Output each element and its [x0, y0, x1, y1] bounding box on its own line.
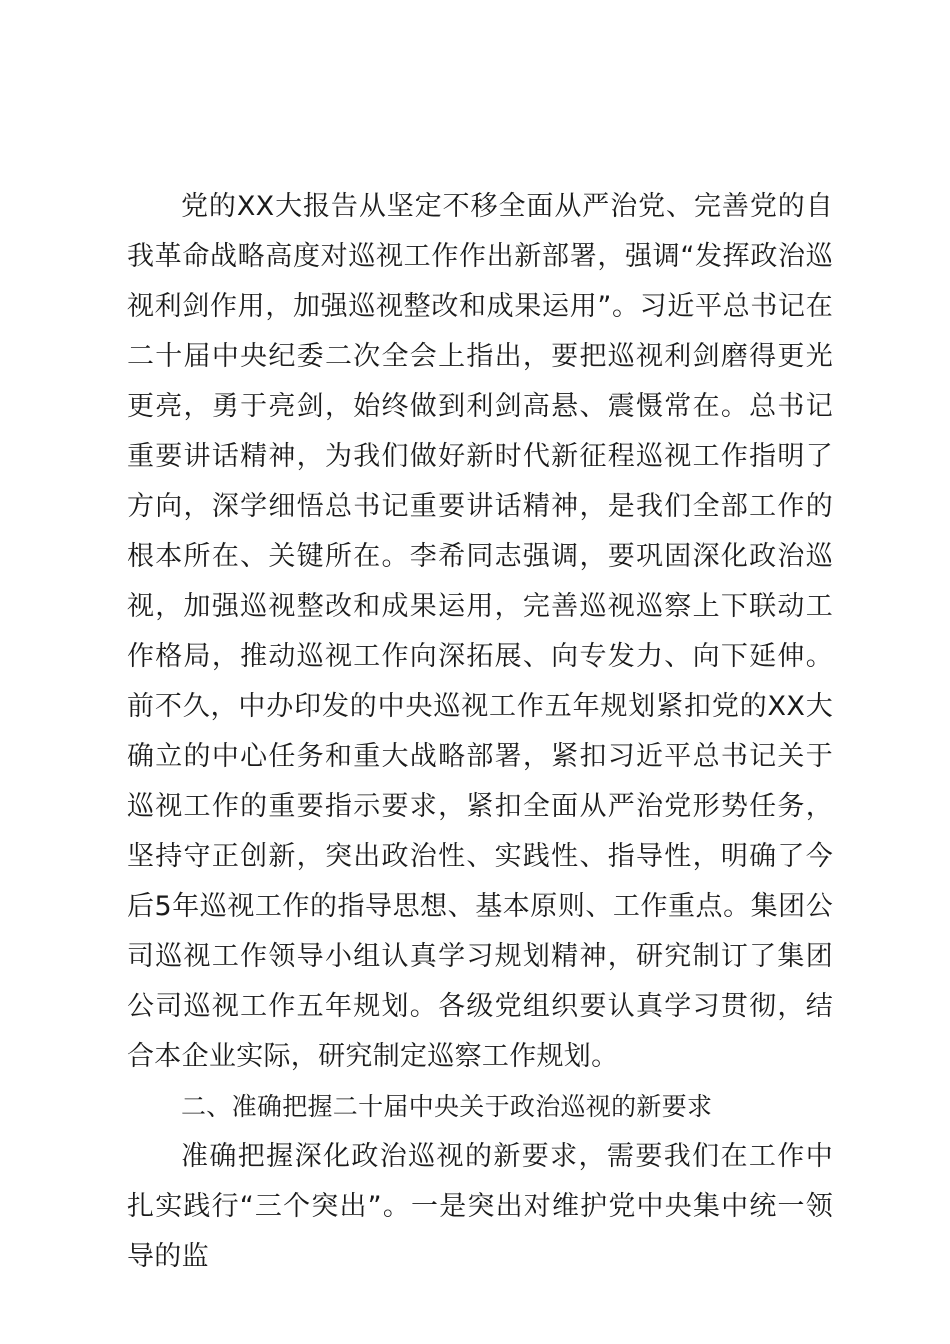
- section-heading: 二、准确把握二十届中央关于政治巡视的新要求: [181, 1092, 713, 1121]
- document-body: [127, 182, 833, 1282]
- body-paragraph: 准确把握深化政治巡视的新要求，需要我们在工作中扎实践行“三个突出”。一是突出对维护党中央集中统一领导的监: [127, 1141, 833, 1272]
- body-paragraph: 党的XX大报告从坚定不移全面从严治党、完善党的自我革命战略高度对巡视工作作出新部署，强调“发挥政治巡视利剑作用，加强巡视整改和成果运用”。习近平总书记在二十届中央纪委二次全会上指出，要把巡视利剑磨得更光更亮，勇于亮剑，始终做到利剑高悬、震慑常在。总书记重要讲话精神，为我们做好新时代新征程巡视工作指明了方向，深学细悟总书记重要讲话精神，是我们全部工作的根本所在、关键所在。李希同志强调，要巩固深化政治巡视，加强巡视整改和成果运用，完善巡视巡察上下联动工作格局，推动巡视工作向深拓展、向专发力、向下延伸。前不久，中办印发的中央巡视工作五年规划紧扣党的XX大确立的中心任务和重大战略部署，紧扣习近平总书记关于巡视工作的重要指示要求，紧扣全面从严治党形势任务，坚持守正创新，突出政治性、实践性、指导性，明确了今后5年巡视工作的指导思想、基本原则、工作重点。集团公司巡视工作领导小组认真学习规划精神，研究制订了集团公司巡视工作五年规划。各级党组织要认真学习贯彻，结合本企业实际，研究制定巡察工作规划。: [127, 191, 833, 1072]
